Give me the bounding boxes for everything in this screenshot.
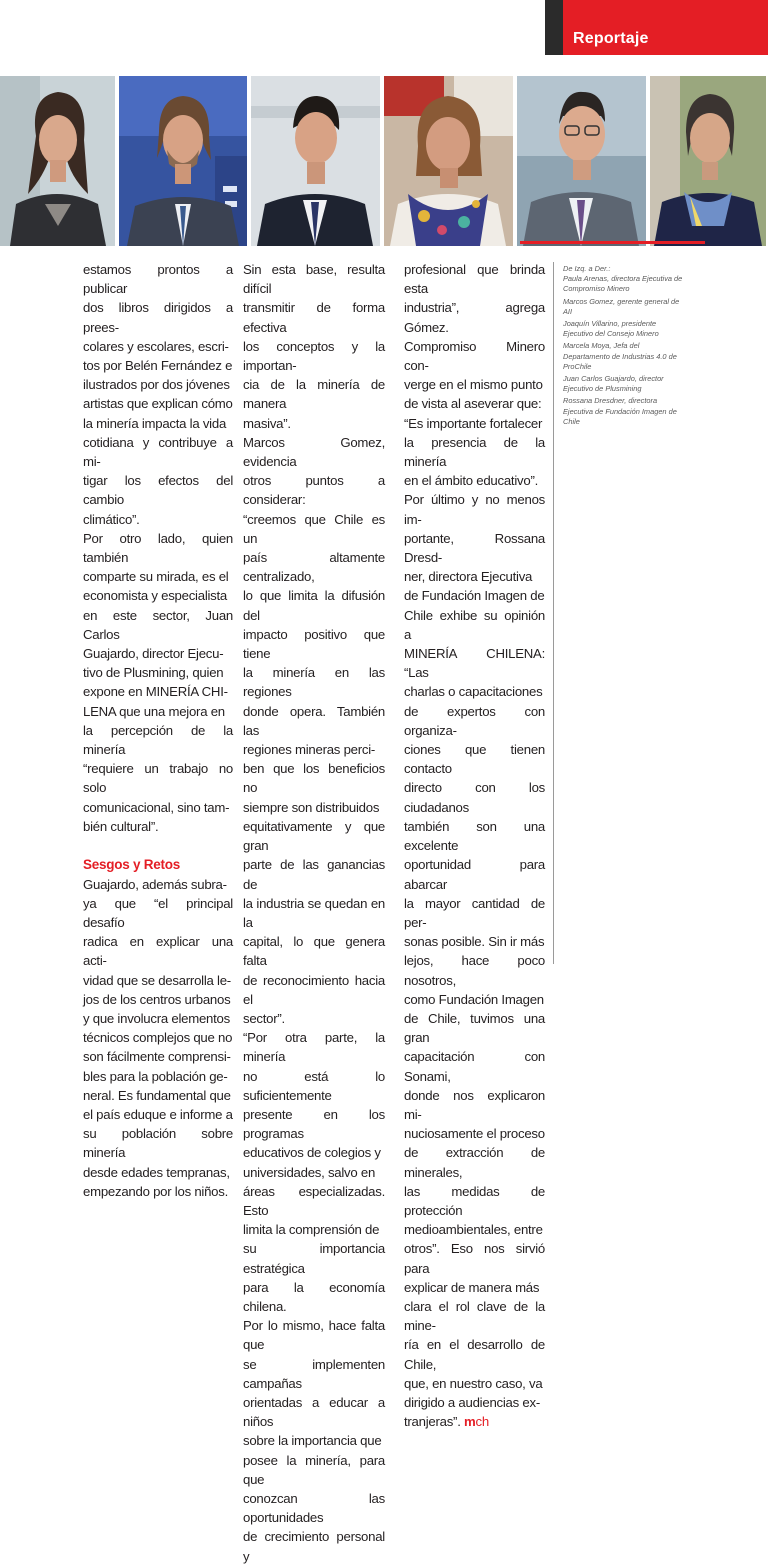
text-line: como Fundación Imagen <box>404 991 544 1007</box>
caption-line: Marcela Moya, Jefa del Departamento de Industrias 4.0 de ProChile <box>563 341 677 371</box>
text-line: comunicacional, sino tam- <box>83 799 230 815</box>
text-line: y que involucra elementos <box>83 1010 230 1026</box>
text-line: su población sobre minería <box>83 1126 233 1161</box>
text-line: equitativamente y que gran <box>243 818 385 854</box>
text-line: orientadas a educar a niños <box>243 1394 385 1430</box>
text-line: expone en MINERÍA CHI- <box>83 684 228 700</box>
text-line: presente en los programas <box>243 1106 385 1142</box>
text-line: tigar los efectos del cambio <box>83 473 233 508</box>
text-line: en este sector, Juan Carlos <box>83 607 233 642</box>
text-line: explicar de manera más <box>404 1279 540 1295</box>
text-line: tivo de Plusmining, quien <box>83 665 224 681</box>
text-line: verge en el mismo punto <box>404 377 543 393</box>
section-label: Reportaje <box>573 30 649 47</box>
section-tab <box>545 0 768 55</box>
text-line: de Chile, tuvimos una gran <box>404 1010 545 1046</box>
text-line: de reconocimiento hacia el <box>243 972 385 1007</box>
text-line: lejos, hace poco nosotros, <box>404 953 545 988</box>
text-line: Sin esta base, resulta difícil <box>243 262 385 297</box>
text-line: educativos de colegios y <box>243 1145 381 1161</box>
text-line: también son una excelente <box>404 818 545 854</box>
article-column-3 <box>404 260 545 1431</box>
text-line: empezando por los niños. <box>83 1183 229 1199</box>
text-line: industria”, agrega Gómez. <box>404 300 545 335</box>
text-line: la industria se quedan en la <box>243 895 385 930</box>
text-line: Por lo mismo, hace falta que <box>243 1318 385 1353</box>
text-line: no está lo suficientemente <box>243 1068 385 1103</box>
text-line: donde opera. También las <box>243 703 385 738</box>
text-line: sector”. <box>243 1010 285 1026</box>
text-line: “requiere un trabajo no solo <box>83 761 233 796</box>
text-line: ilustrados por dos jóvenes <box>83 377 230 393</box>
text-line: bles para la población ge- <box>83 1068 228 1084</box>
text-line: radica en explicar una acti- <box>83 934 233 969</box>
text-line: MINERÍA CHILENA: “Las <box>404 646 545 681</box>
text-line: son fácilmente comprensi- <box>83 1049 231 1065</box>
text-line: impacto positivo que tiene <box>243 626 385 662</box>
text-line: otros”. Eso nos sirvió para <box>404 1241 545 1276</box>
text-line: de vista al aseverar que: <box>404 396 542 412</box>
text-line: economista y especialista <box>83 588 228 604</box>
article-column-2 <box>243 260 385 1566</box>
text-line: conozcan las oportunidades <box>243 1491 385 1526</box>
end-mark-m: m <box>464 1414 476 1430</box>
text-line-last <box>404 1412 545 1431</box>
text-line: de expertos con organiza- <box>404 703 545 738</box>
text-line: regiones mineras perci- <box>243 742 376 758</box>
text-line: oportunidad para abarcar <box>404 857 545 892</box>
text-line: Marcos Gomez, evidencia <box>243 434 385 470</box>
text-line: las medidas de protección <box>404 1183 545 1218</box>
text-line: sonas posible. Sin ir más <box>404 934 545 950</box>
photo-woman-scarf <box>384 76 513 246</box>
text-line: “creemos que Chile es un <box>243 511 385 546</box>
text-line: Guajardo, director Ejecu- <box>83 646 224 662</box>
text-line: portante, Rossana Dresd- <box>404 530 545 566</box>
caption-line: Marcos Gomez, gerente general de AII <box>563 296 680 316</box>
text-line: “Por otra parte, la minería <box>243 1030 385 1065</box>
text-line: profesional que brinda esta <box>404 262 545 297</box>
text-line: universidades, salvo en <box>243 1164 376 1180</box>
text-line: ya que “el principal desafío <box>83 895 233 930</box>
text-line: Compromiso Minero con- <box>404 338 545 374</box>
text-line: jos de los centros urbanos <box>83 991 231 1007</box>
text-line: áreas especializadas. Esto <box>243 1183 385 1218</box>
text-line: la minería en las regiones <box>243 665 385 700</box>
caption-line: Juan Carlos Guajardo, director Ejecutivo de Plusmining <box>563 374 664 394</box>
caption-line: Joaquín Villarino, presidente Ejecutivo del Consejo Minero <box>563 319 659 339</box>
column-divider <box>553 262 554 964</box>
text-line: posee la minería, para que <box>243 1452 385 1487</box>
text-line: dirigido a audiencias ex- <box>404 1394 540 1410</box>
text-line: que, en nuestro caso, va <box>404 1375 543 1391</box>
photo-woman-blue-scarf <box>650 76 766 246</box>
text-line: transmitir de forma efectiva <box>243 300 385 335</box>
text-line: cotidiana y contribuye a mi- <box>83 434 233 470</box>
text-line: dos libros dirigidos a prees- <box>83 300 233 335</box>
text-line: de crecimiento personal y <box>243 1529 385 1564</box>
text-line: los conceptos y la importan- <box>243 338 385 374</box>
caption-line: Rossana Dresdner, directora Ejecutiva de Fundación Imagen de Chile <box>563 396 677 426</box>
text-line: otros puntos a considerar: <box>243 473 385 508</box>
end-mark-logo <box>464 1414 489 1429</box>
caption-line: Paula Arenas, directora Ejecutiva de Compromiso Minero <box>563 274 683 294</box>
text-line: nuciosamente el proceso <box>404 1126 545 1142</box>
text-line: la minería impacta la vida <box>83 415 227 431</box>
spacer-line <box>83 836 233 855</box>
text-line: cia de la minería de manera <box>243 377 385 412</box>
text-line: lo que limita la difusión del <box>243 588 385 623</box>
text-line: país altamente centralizado, <box>243 550 385 585</box>
section-tab-accent <box>545 0 563 55</box>
photo-man-long-hair <box>119 76 247 246</box>
photo-man-suit <box>251 76 380 246</box>
caption-header: De Izq. a Der.: <box>563 264 611 273</box>
text-line: siempre son distribuidos <box>243 799 380 815</box>
photo-man-glasses <box>517 76 646 246</box>
text-line: Por otro lado, quien también <box>83 530 233 566</box>
text-line: para la economía chilena. <box>243 1279 385 1314</box>
text-line: Por último y no menos im- <box>404 492 545 527</box>
text-line: capacitación con Sonami, <box>404 1049 545 1084</box>
text-line: directo con los ciudadanos <box>404 780 545 815</box>
text-line: técnicos complejos que no <box>83 1030 233 1046</box>
text-line: charlas o capacitaciones <box>404 684 543 700</box>
text-line: de Fundación Imagen de <box>404 588 545 604</box>
text-line: su importancia estratégica <box>243 1241 385 1276</box>
text-line: el país eduque e informe a <box>83 1106 233 1122</box>
photo-woman-dark-hair <box>0 76 115 246</box>
text-line: ría en el desarrollo de Chile, <box>404 1337 545 1372</box>
end-mark-ch: ch <box>475 1414 489 1430</box>
text-line: la presencia de la minería <box>404 434 545 470</box>
accent-line <box>520 241 705 244</box>
text-line: artistas que explican cómo <box>83 396 233 412</box>
text-line: neral. Es fundamental que <box>83 1087 231 1103</box>
portrait-strip <box>0 76 768 246</box>
text-line: se implementen campañas <box>243 1356 385 1391</box>
text-line: estamos prontos a publicar <box>83 262 233 297</box>
text-line: la percepción de la minería <box>83 722 233 758</box>
text-line: limita la comprensión de <box>243 1222 380 1238</box>
text-line: Guajardo, además subra- <box>83 876 227 892</box>
text-line: bién cultural”. <box>83 818 159 834</box>
text-line: climático”. <box>83 511 140 527</box>
article-column-1 <box>83 260 233 1201</box>
text-line: comparte su mirada, es el <box>83 569 229 585</box>
text-line: vidad que se desarrolla le- <box>83 972 231 988</box>
text-line: sobre la importancia que <box>243 1433 382 1449</box>
text-line: masiva”. <box>243 415 291 431</box>
text-line: clara el rol clave de la mine- <box>404 1298 545 1334</box>
subheading-sesgos-y-retos: Sesgos y Retos <box>83 857 181 873</box>
photo-caption <box>563 264 685 429</box>
text-line: en el ámbito educativo”. <box>404 473 539 489</box>
text-line: LENA que una mejora en <box>83 703 225 719</box>
text-line: la mayor cantidad de per- <box>404 895 545 930</box>
text-line: de extracción de minerales, <box>404 1145 545 1180</box>
text-line: ner, directora Ejecutiva <box>404 569 533 585</box>
text-line: desde edades tempranas, <box>83 1164 230 1180</box>
text-line: donde nos explicaron mi- <box>404 1087 545 1122</box>
text-line: tos por Belén Fernández e <box>83 358 233 374</box>
text-line: ciones que tienen contacto <box>404 742 545 777</box>
text-line: Chile exhibe su opinión a <box>404 607 545 642</box>
text-line: parte de las ganancias de <box>243 857 385 892</box>
text-line: colares y escolares, escri- <box>83 338 229 354</box>
text-line: capital, lo que genera falta <box>243 934 385 969</box>
text-line: “Es importante fortalecer <box>404 415 543 431</box>
text-line: medioambientales, entre <box>404 1222 543 1238</box>
text-line: ben que los beneficios no <box>243 761 385 796</box>
text-line: tranjeras”. <box>404 1414 461 1430</box>
